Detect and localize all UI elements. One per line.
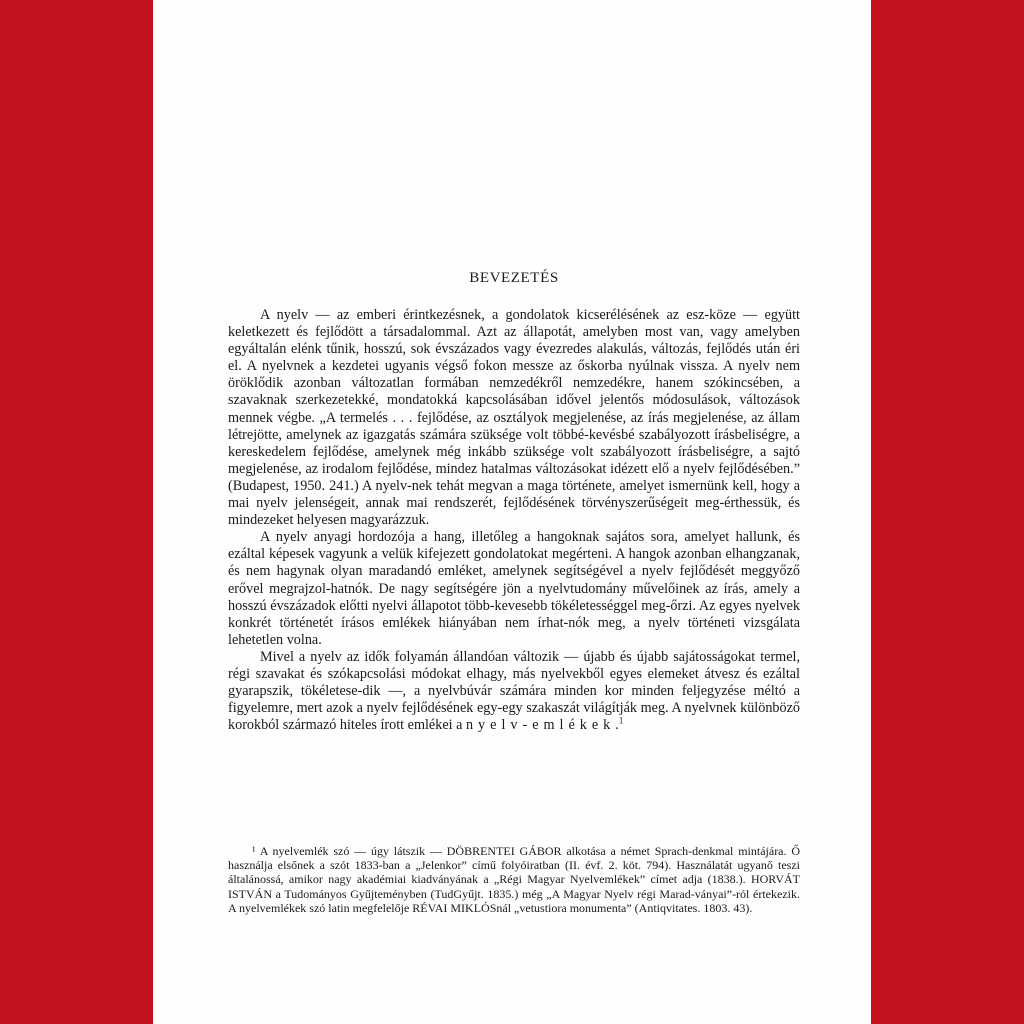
document-page (153, 0, 871, 1024)
footnote-reference: 1 (618, 715, 624, 726)
spaced-term: nyelv-emlékek (465, 717, 616, 734)
paragraph-1: A nyelv — az emberi érintkezésnek, a gondolatok kicserélésének az esz-köze — együtt keletkezett és fejlődött a társadalommal. Azt az állapotát, amelyben most van, vagy amelyben egyáltalán elénk tűnik, hosszú, sok évszázados vagy évezredes alakulás, változás, fejlődés után éri el. A nyelvnek a kezdetei ugyanis végső fokon messze az őskorba nyúlnak vissza. A nyelv nem öröklődik azonban változatlan formában nemzedékről nemzedékre, hanem szókincsében, a szavaknak szerkezetekké, mondatokká kapcsolásában idővel jelentős módosulások, változások mennek végbe. „A termelés . . . fejlődése, az osztályok megjelenése, az írás megjelenése, az állam létrejötte, amelynek az igazgatás számára szüksége volt többé-kevésbé szabályozott írásbeliségre, a kereskedelem fejlődése, amelynek még inkább szüksége volt szabályozott írásbeliségre, a sajtó megjelenése, az irodalom fejlődése, mindez hatalmas változásokat idézett elő a nyelv fejlődésében.” (Budapest, 1950. 241.) A nyelv-nek tehát megvan a maga története, amelyet ismernünk kell, hogy a mai nyelv jelenségeit, annak mai rendszerét, fejlődésének törvényszerűségeit meg-érthessük, és mindezeket helyesen magyarázzuk. (228, 307, 800, 529)
paragraph-3-end: . (615, 717, 619, 734)
paragraph-3 (228, 649, 800, 734)
footnote-1: ¹ A nyelvemlék szó — úgy látszik — DÖBRENTEI GÁBOR alkotása a német Sprach-denkmal mintájára. Ő használja elsőnek a szót 1833-ban a „Jelenkor” című folyóiratban (II. évf. 2. köt. 794). Használatát ugyanő teszi általánossá, amikor nagy akadémiai kiadványának a „Régi Magyar Nyelvemlékek” címet adja (1838.). HORVÁT ISTVÁN a Tudományos Gyűjteményben (TudGyűjt. 1835.) még „A Magyar Nyelv régi Marad-ványai”-ról értekezik. A nyelvemlékek szó latin megfelelője RÉVAI MIKLÓSnál „vetustiora monumenta” (Antiqvitates. 1803. 43). (228, 844, 800, 915)
footnotes (228, 844, 800, 915)
paragraph-3-text: Mivel a nyelv az idők folyamán állandóan változik — újabb és újabb sajátosságokat termel, régi szavakat és szókapcsolási módokat elhagy, más nyelvekből egyes elemeket átvesz és ezáltal gyarapszik, tökéletese-dik —, a nyelvbúvár számára minden kor minden feljegyzése méltó a figyelemre, mert azok a nyelv fejlődésének egy-egy szakaszát világítják meg. A nyelvnek különböző korokból származó hiteles írott emlékei a (228, 648, 800, 734)
body-text (228, 307, 800, 734)
paragraph-2: A nyelv anyagi hordozója a hang, illetőleg a hangoknak sajátos sora, amelyet hallunk, és ezáltal képesek vagyunk a velük kifejezett gondolatokat megérteni. A hangok azonban elhangzanak, és nem hagynak olyan maradandó emléket, amelynek segítségével a nyelv fejlődését meggyőző erővel megrajzol-hatnók. De nagy segítségére jön a nyelvtudomány művelőinek az írás, amely a hosszú évszázadok előtti nyelvi állapotot több-kevesebb tökéletességgel meg-őrzi. Az egyes nyelvek konkrét történetét írásos emlékek hiányában nem írhat-nók meg, a nyelv történeti vizsgálata lehetetlen volna. (228, 529, 800, 648)
page-title: BEVEZETÉS (469, 270, 559, 286)
